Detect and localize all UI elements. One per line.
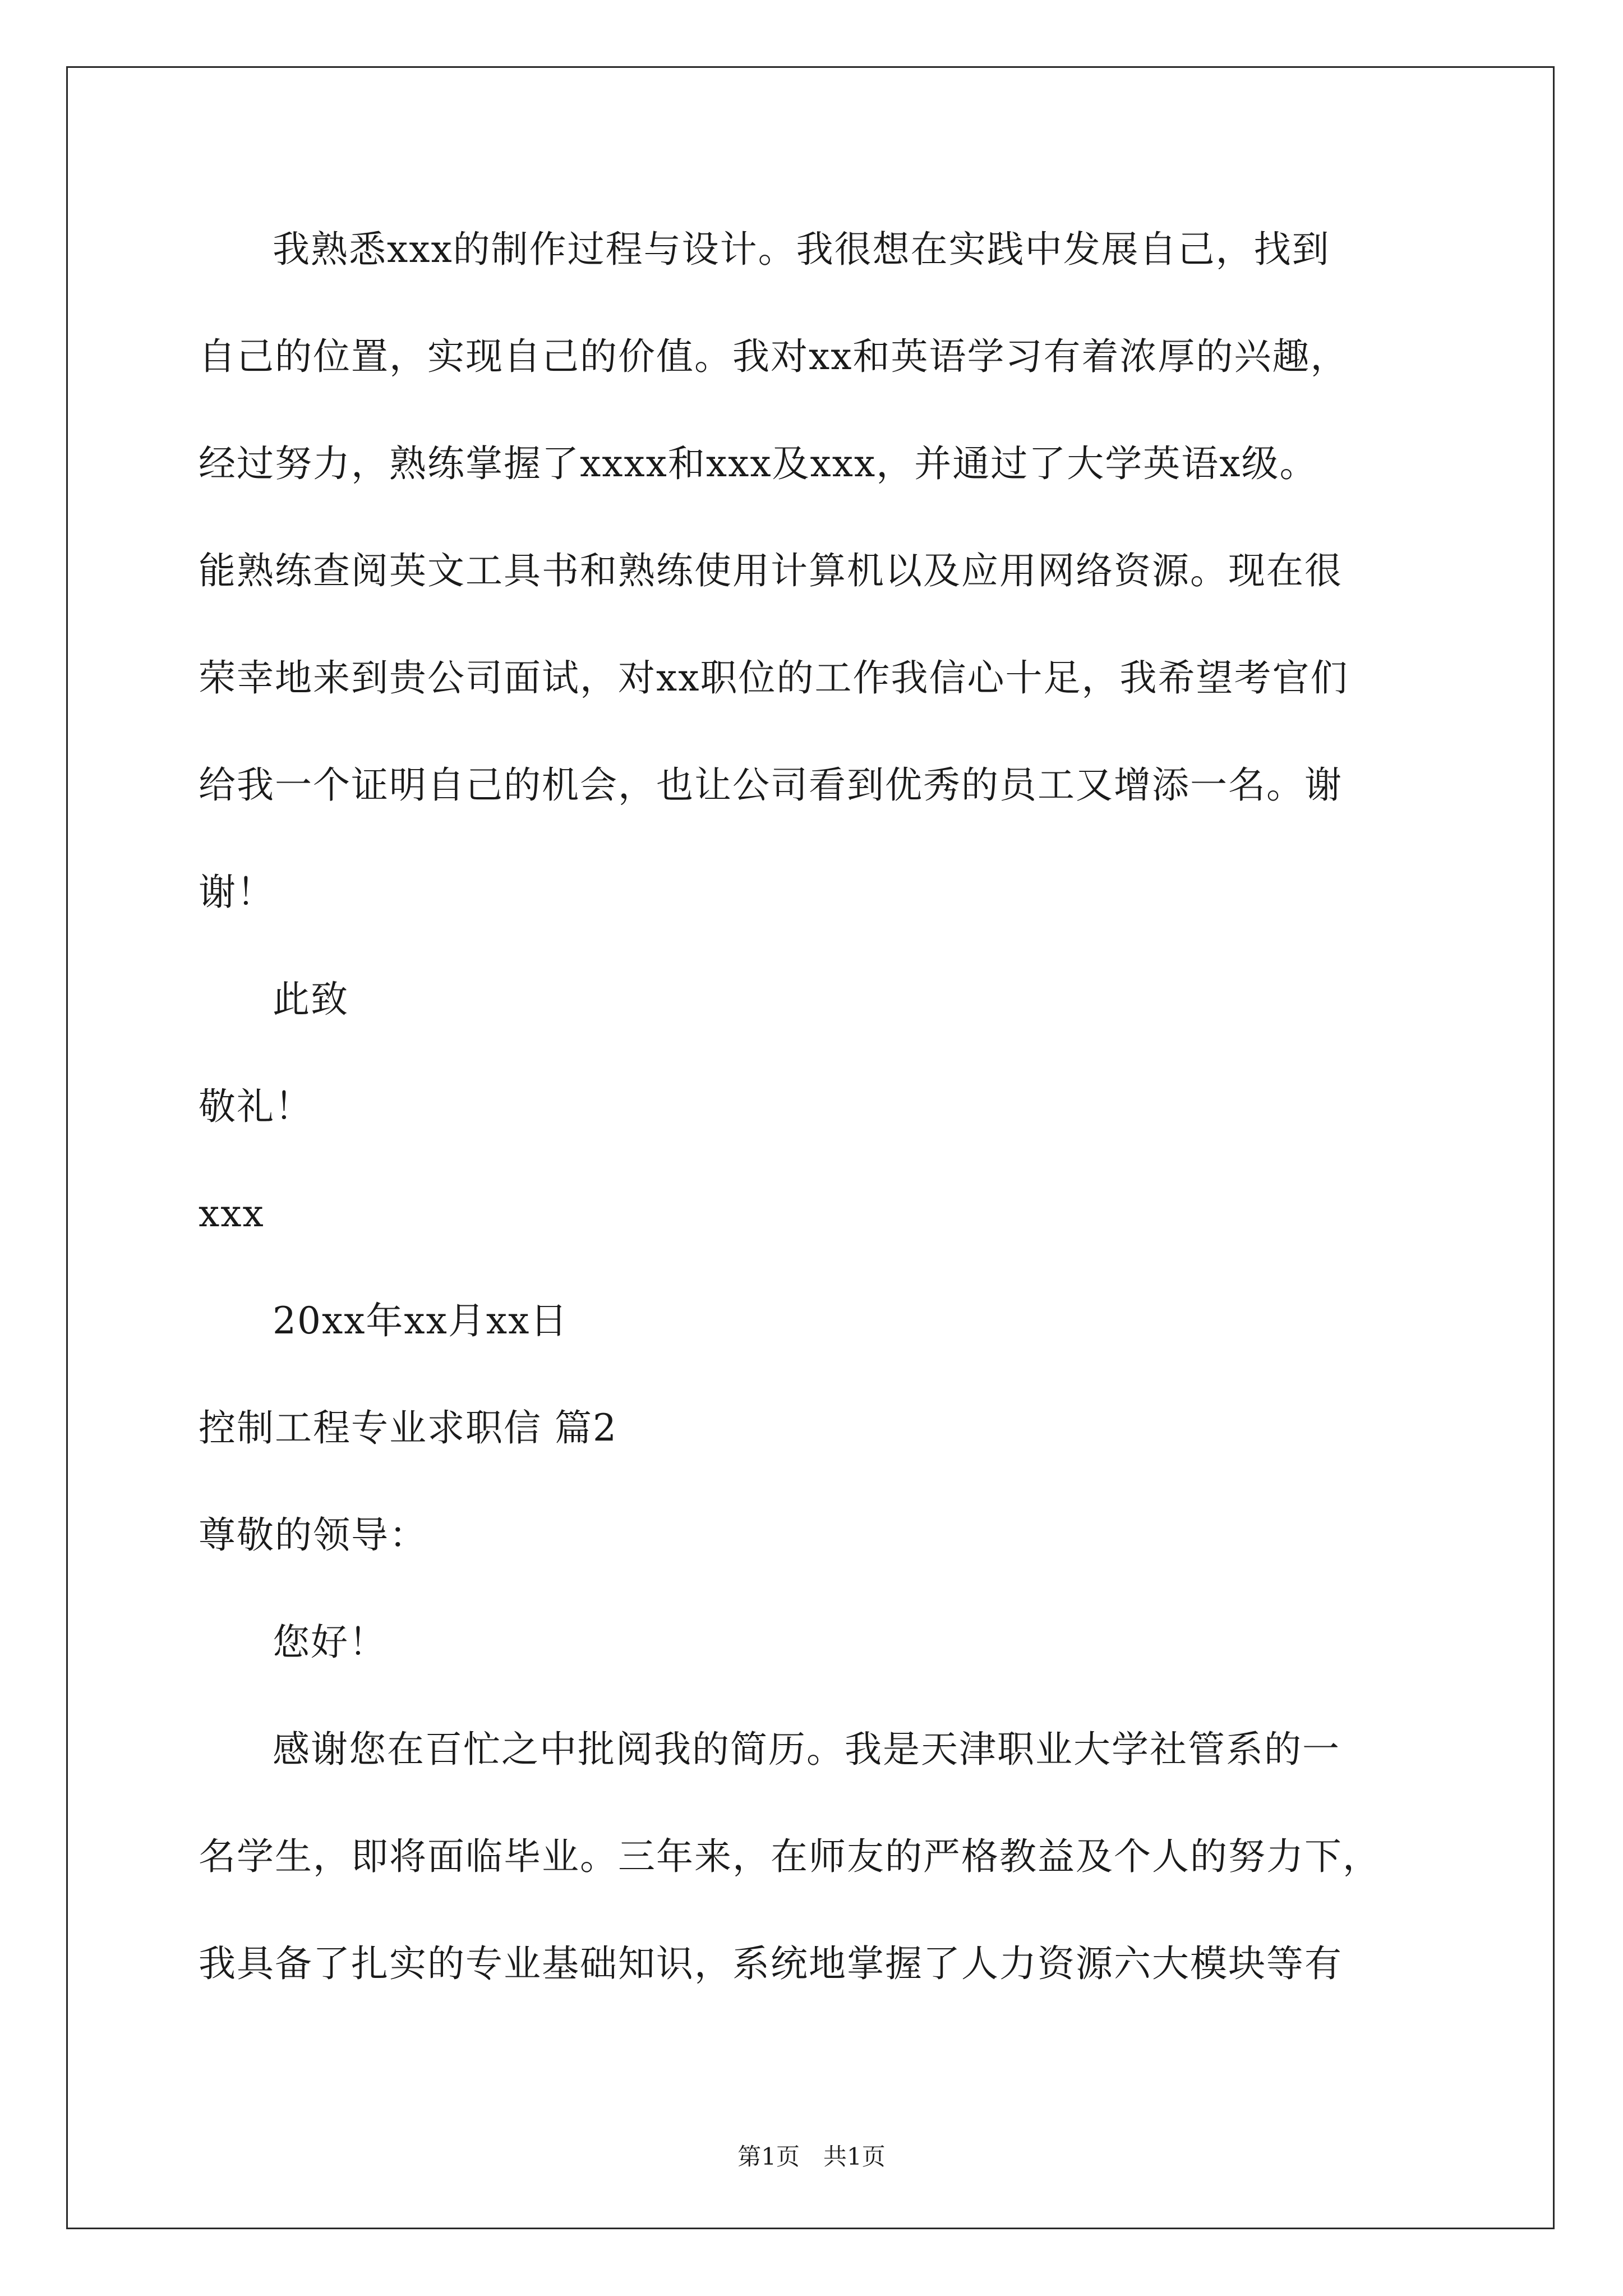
closing-salutation: 此致 [273,978,349,1021]
greeting-recipient: 尊敬的领导： [199,1513,427,1557]
document-body [199,216,1430,2037]
paragraph-line: 我具备了扎实的专业基础知识，系统地掌握了人力资源六大模块等有 [199,1942,1343,1985]
paragraph-line: 名学生，即将面临毕业。三年来，在师友的严格教益及个人的努力下， [199,1835,1381,1878]
paragraph-line: 荣幸地来到贵公司面试，对xx职位的工作我信心十足，我希望考官们 [199,656,1349,700]
paragraph-line: 感谢您在百忙之中批阅我的简历。我是天津职业大学社管系的一 [273,1728,1340,1771]
paragraph-line: 能熟练查阅英文工具书和熟练使用计算机以及应用网络资源。现在很 [199,549,1343,592]
section-heading: 控制工程专业求职信 篇2 [199,1406,617,1450]
greeting: 您好！ [273,1621,387,1664]
paragraph-line: 我熟悉xxx的制作过程与设计。我很想在实践中发展自己，找到 [273,228,1330,271]
closing-regards: 敬礼！ [199,1085,313,1128]
paragraph-line: 谢！ [199,871,275,914]
signature-date: 20xx年xx月xx日 [273,1299,569,1342]
page-footer: 第1页 共1页 [737,2143,886,2170]
paragraph-line: 经过努力，熟练掌握了xxxx和xxx及xxx，并通过了大学英语x级。 [199,442,1318,485]
signature-name: xxx [199,1192,265,1235]
paragraph-line: 自己的位置，实现自己的价值。我对xx和英语学习有着浓厚的兴趣， [199,335,1349,378]
paragraph-line: 给我一个证明自己的机会，也让公司看到优秀的员工又增添一名。谢 [199,763,1343,807]
